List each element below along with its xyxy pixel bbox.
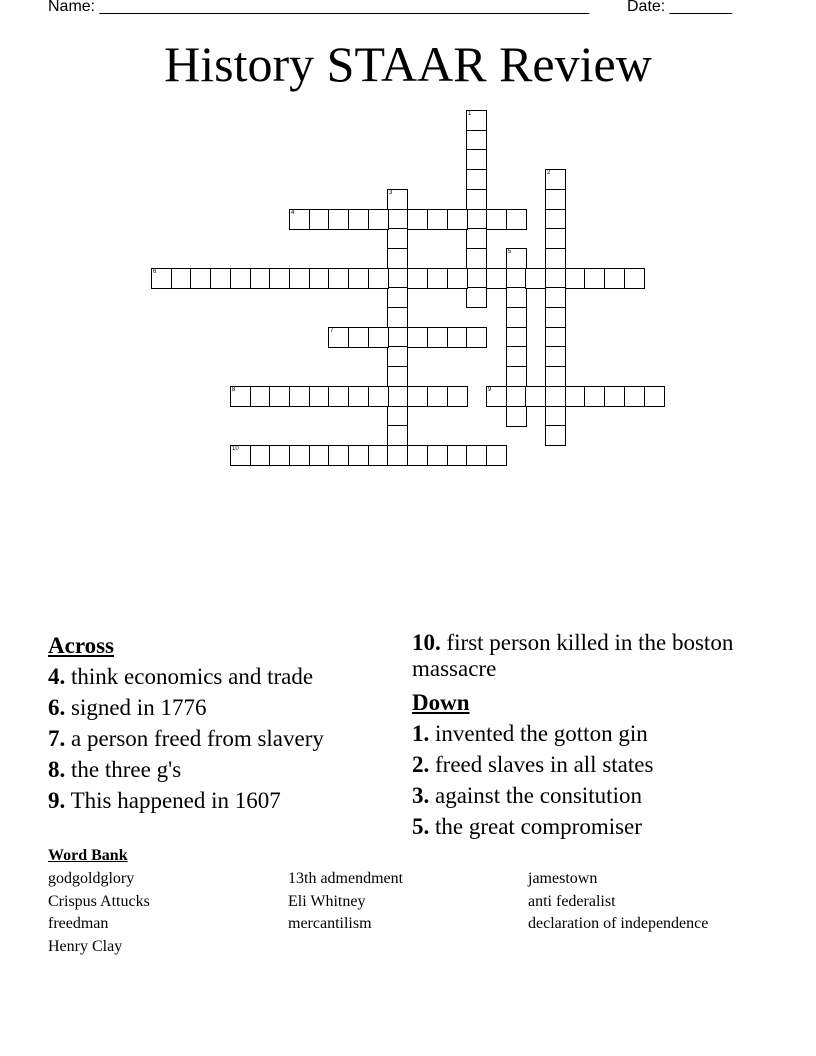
word-bank-item: Crispus Attucks: [48, 892, 150, 910]
crossword-cell[interactable]: [604, 268, 625, 289]
clue-text: This happened in 1607: [70, 788, 281, 813]
crossword-cell[interactable]: [289, 386, 310, 407]
down-heading: Down: [412, 690, 470, 715]
clue-text: the three g's: [71, 757, 182, 782]
crossword-cell[interactable]: [565, 268, 586, 289]
crossword-cell[interactable]: [289, 209, 310, 230]
crossword-cell[interactable]: [407, 268, 428, 289]
clue-across-9: [48, 785, 398, 816]
crossword-cell[interactable]: [289, 268, 310, 289]
word-bank-item: 13th admendment: [288, 870, 404, 887]
crossword-cell[interactable]: [250, 386, 271, 407]
crossword-cell[interactable]: [368, 268, 389, 289]
crossword-cell[interactable]: [387, 268, 408, 289]
crossword-cell[interactable]: [230, 386, 251, 407]
crossword-cell[interactable]: [348, 386, 369, 407]
clue-down-1: [412, 718, 752, 749]
crossword-cell[interactable]: [545, 406, 566, 427]
crossword-cell-number: 10: [232, 446, 239, 452]
crossword-cell[interactable]: [466, 327, 487, 348]
crossword-grid: [0, 0, 816, 480]
crossword-cell[interactable]: [250, 445, 271, 466]
date-field-label: Date: _______: [627, 0, 732, 15]
clue-text: think economics and trade: [71, 664, 314, 689]
crossword-cell[interactable]: [328, 327, 349, 348]
crossword-cell-number: 3: [389, 190, 393, 196]
crossword-cell[interactable]: [506, 248, 527, 269]
crossword-cell-number: 6: [153, 269, 157, 275]
crossword-cell[interactable]: [387, 346, 408, 367]
crossword-cell[interactable]: [407, 386, 428, 407]
word-bank: [48, 845, 768, 955]
crossword-cell[interactable]: [545, 268, 566, 289]
crossword-cell[interactable]: [190, 268, 211, 289]
crossword-cell[interactable]: [545, 425, 566, 446]
crossword-cell[interactable]: [545, 327, 566, 348]
crossword-cell[interactable]: [466, 130, 487, 151]
crossword-cell[interactable]: [466, 268, 487, 289]
word-bank-title: Word Bank: [48, 847, 128, 864]
crossword-cell[interactable]: [506, 209, 527, 230]
crossword-cell[interactable]: [387, 307, 408, 328]
crossword-cell[interactable]: [545, 386, 566, 407]
crossword-cell[interactable]: [506, 268, 527, 289]
crossword-cell[interactable]: [565, 386, 586, 407]
word-bank-item: Henry Clay: [48, 937, 123, 955]
crossword-cell-number: 7: [330, 328, 334, 334]
clue-text: signed in 1776: [71, 695, 207, 720]
clue-text: the great compromiser: [435, 814, 642, 839]
clue-number: 10.: [412, 630, 441, 655]
across-heading: Across: [48, 633, 115, 658]
crossword-cell[interactable]: [525, 386, 546, 407]
crossword-cell[interactable]: [309, 268, 330, 289]
clue-down-3: [412, 780, 752, 811]
crossword-cell[interactable]: [584, 386, 605, 407]
crossword-cell[interactable]: [486, 268, 507, 289]
word-bank-item: godgoldglory: [48, 870, 135, 887]
clue-down-5: [412, 811, 752, 842]
crossword-cell[interactable]: [447, 268, 468, 289]
clue-across-8: [48, 754, 398, 785]
clue-across-4: [48, 661, 398, 692]
clue-text: freed slaves in all states: [435, 752, 654, 777]
clue-number: 3.: [412, 783, 430, 808]
crossword-cell[interactable]: [525, 268, 546, 289]
crossword-cell[interactable]: [387, 366, 408, 387]
crossword-cell[interactable]: [447, 327, 468, 348]
word-bank-column-2: [288, 868, 403, 936]
crossword-cell[interactable]: [289, 445, 310, 466]
clue-number: 6.: [48, 695, 66, 720]
crossword-cell[interactable]: [604, 386, 625, 407]
clue-number: 9.: [48, 788, 66, 813]
word-bank-item: freedman: [48, 915, 109, 932]
clue-number: 4.: [48, 664, 66, 689]
crossword-cell-number: 9: [488, 387, 492, 393]
crossword-cell[interactable]: [368, 445, 389, 466]
crossword-cell[interactable]: [309, 386, 330, 407]
clue-number: 7.: [48, 726, 66, 751]
crossword-cell[interactable]: [171, 268, 192, 289]
crossword-cell[interactable]: [624, 386, 645, 407]
crossword-cell[interactable]: [486, 445, 507, 466]
clues-right-column: [412, 630, 752, 842]
crossword-cell[interactable]: [230, 268, 251, 289]
crossword-cell[interactable]: [466, 149, 487, 170]
crossword-cell[interactable]: [269, 445, 290, 466]
crossword-cell[interactable]: [466, 169, 487, 190]
crossword-cell[interactable]: [427, 445, 448, 466]
crossword-cell[interactable]: [624, 268, 645, 289]
crossword-cell[interactable]: [486, 386, 507, 407]
crossword-cell[interactable]: [427, 386, 448, 407]
crossword-cell[interactable]: [387, 209, 408, 230]
crossword-cell[interactable]: [447, 209, 468, 230]
crossword-cell[interactable]: [309, 209, 330, 230]
crossword-cell[interactable]: [427, 327, 448, 348]
clue-text: first person killed in the boston massacre: [412, 630, 734, 681]
crossword-cell[interactable]: [545, 169, 566, 190]
crossword-cell-number: 5: [508, 249, 512, 255]
crossword-cell[interactable]: [447, 445, 468, 466]
clues-left-column: [48, 630, 398, 816]
crossword-cell[interactable]: [387, 287, 408, 308]
word-bank-item: mercantilism: [288, 915, 372, 932]
crossword-cell[interactable]: [506, 327, 527, 348]
crossword-cell[interactable]: [368, 386, 389, 407]
crossword-cell[interactable]: [506, 366, 527, 387]
clue-across-7: [48, 723, 398, 754]
crossword-cell[interactable]: [466, 110, 487, 131]
crossword-cell[interactable]: [407, 445, 428, 466]
word-bank-item: jamestown: [528, 870, 598, 887]
clue-number: 1.: [412, 721, 430, 746]
crossword-cell[interactable]: [387, 228, 408, 249]
crossword-cell-number: 1: [468, 111, 472, 117]
crossword-cell[interactable]: [210, 268, 231, 289]
word-bank-item: declaration of independence: [528, 915, 709, 932]
crossword-cell[interactable]: [387, 406, 408, 427]
crossword-cell[interactable]: [387, 189, 408, 210]
crossword-cell[interactable]: [427, 209, 448, 230]
crossword-cell[interactable]: [447, 386, 468, 407]
crossword-cell[interactable]: [466, 445, 487, 466]
word-bank-item: Eli Whitney: [288, 892, 366, 910]
crossword-cell[interactable]: [644, 386, 665, 407]
clue-text: invented the gotton gin: [435, 721, 648, 746]
crossword-cell[interactable]: [250, 268, 271, 289]
crossword-cell[interactable]: [387, 327, 408, 348]
crossword-cell[interactable]: [545, 346, 566, 367]
crossword-cell[interactable]: [269, 386, 290, 407]
clue-down-2: [412, 749, 752, 780]
crossword-cell[interactable]: [368, 209, 389, 230]
crossword-cell[interactable]: [151, 268, 172, 289]
clue-number: 8.: [48, 757, 66, 782]
crossword-cell[interactable]: [506, 406, 527, 427]
crossword-cell[interactable]: [427, 268, 448, 289]
word-bank-column-3: [528, 868, 708, 936]
crossword-cell[interactable]: [230, 445, 251, 466]
crossword-cell[interactable]: [368, 327, 389, 348]
crossword-cell[interactable]: [328, 268, 349, 289]
crossword-cell[interactable]: [466, 228, 487, 249]
crossword-cell[interactable]: [328, 445, 349, 466]
crossword-cell[interactable]: [407, 327, 428, 348]
crossword-cell[interactable]: [348, 445, 369, 466]
page-title: History STAAR Review: [164, 36, 652, 92]
crossword-cell-number: 8: [232, 387, 236, 393]
crossword-cell[interactable]: [387, 445, 408, 466]
clue-across-10: [412, 630, 752, 687]
crossword-cell[interactable]: [545, 307, 566, 328]
crossword-cell[interactable]: [506, 386, 527, 407]
clue-number: 2.: [412, 752, 430, 777]
crossword-cell[interactable]: [466, 248, 487, 269]
crossword-cell[interactable]: [545, 189, 566, 210]
crossword-cell[interactable]: [348, 327, 369, 348]
crossword-cell[interactable]: [545, 366, 566, 387]
crossword-cell[interactable]: [466, 189, 487, 210]
crossword-cell[interactable]: [387, 386, 408, 407]
crossword-cell-number: 2: [547, 170, 551, 176]
crossword-cell[interactable]: [466, 209, 487, 230]
crossword-cell[interactable]: [506, 307, 527, 328]
crossword-cell[interactable]: [328, 386, 349, 407]
clue-across-6: [48, 692, 398, 723]
clue-number: 5.: [412, 814, 430, 839]
crossword-cell[interactable]: [387, 425, 408, 446]
clue-text: a person freed from slavery: [71, 726, 324, 751]
crossword-cell[interactable]: [269, 268, 290, 289]
crossword-cell[interactable]: [486, 209, 507, 230]
crossword-cell[interactable]: [545, 287, 566, 308]
crossword-cell[interactable]: [584, 268, 605, 289]
crossword-cell[interactable]: [348, 268, 369, 289]
crossword-cell[interactable]: [328, 209, 349, 230]
crossword-cell[interactable]: [506, 287, 527, 308]
word-bank-item: anti federalist: [528, 892, 616, 910]
crossword-cell[interactable]: [545, 228, 566, 249]
crossword-cell[interactable]: [407, 209, 428, 230]
crossword-cell[interactable]: [348, 209, 369, 230]
crossword-cell-number: 4: [291, 210, 295, 216]
crossword-cell[interactable]: [545, 248, 566, 269]
clue-text: against the consitution: [435, 783, 642, 808]
crossword-cell[interactable]: [387, 248, 408, 269]
crossword-cell[interactable]: [545, 209, 566, 230]
name-field-label: Name: _______________________________________________________: [48, 0, 589, 15]
crossword-cell[interactable]: [506, 346, 527, 367]
crossword-cell[interactable]: [466, 287, 487, 308]
crossword-cell[interactable]: [309, 445, 330, 466]
word-bank-column-1: [48, 868, 150, 958]
